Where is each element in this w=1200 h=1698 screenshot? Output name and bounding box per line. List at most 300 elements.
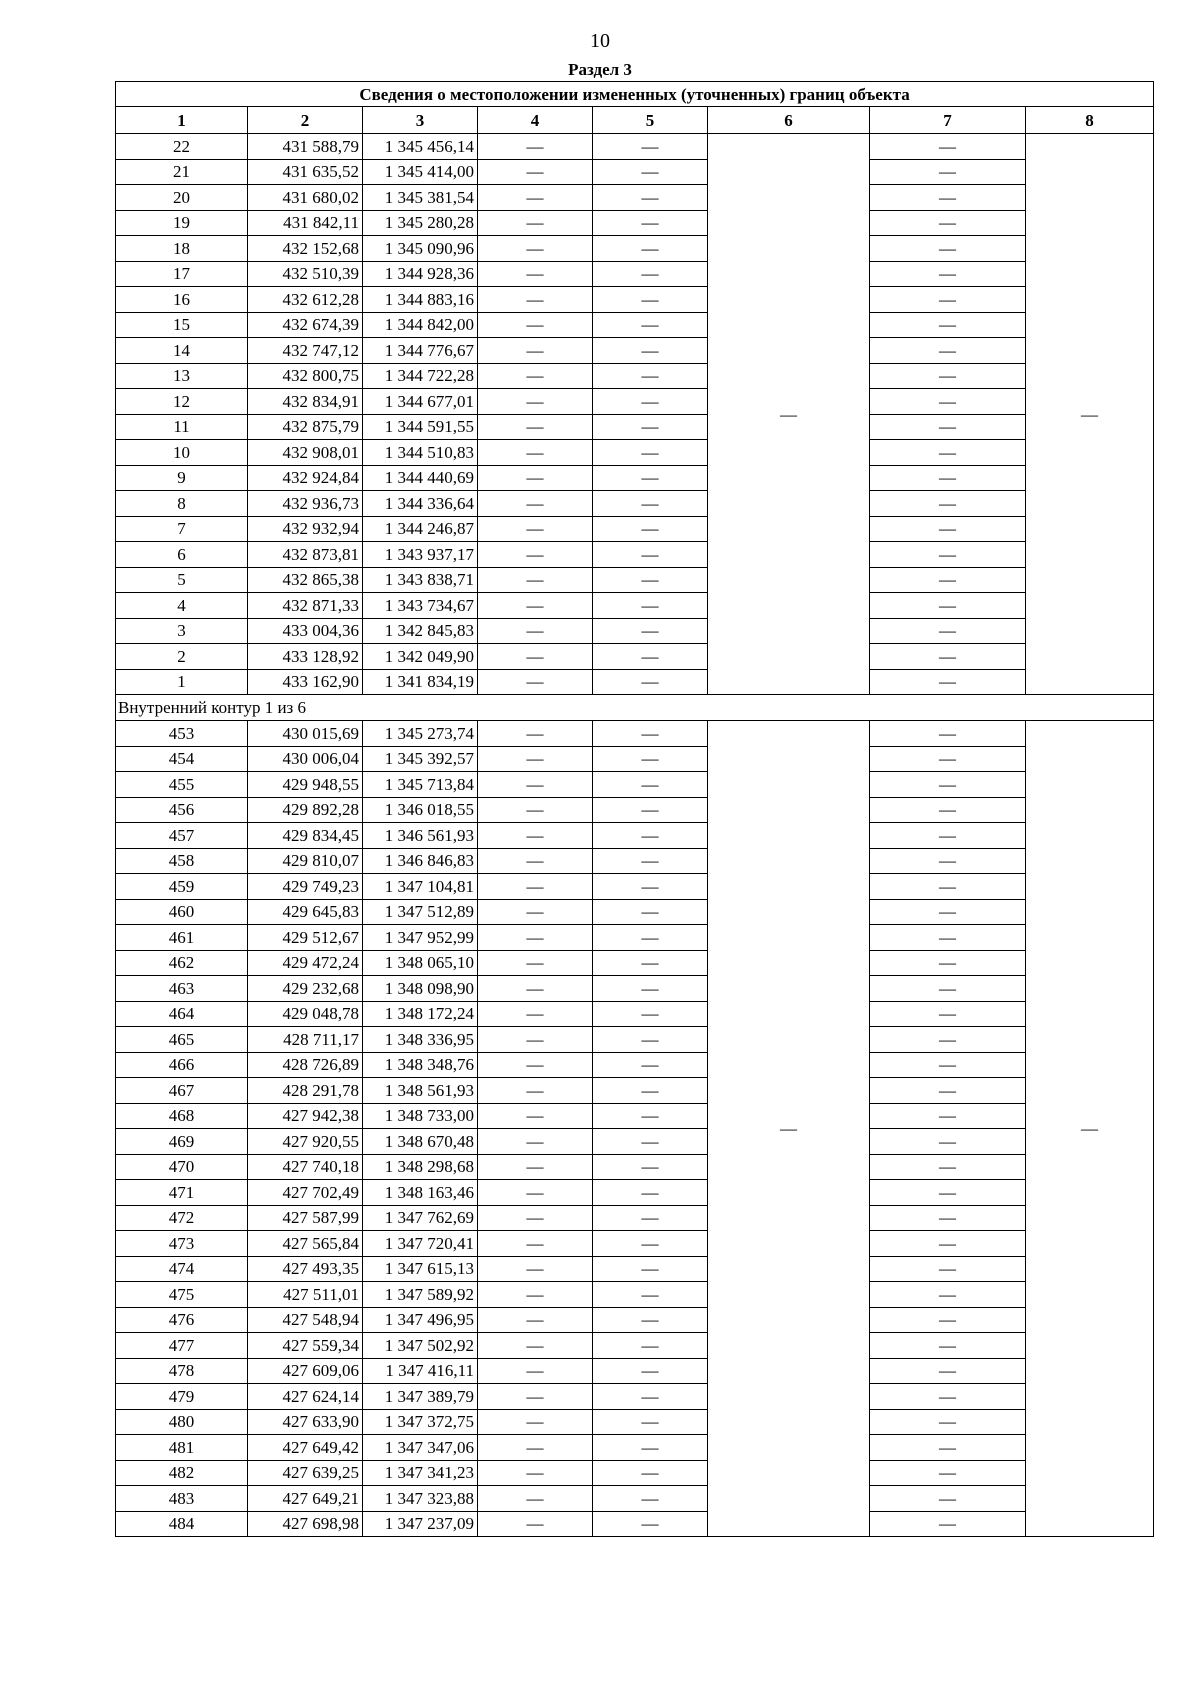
y-coordinate-cell: 1 348 172,24 xyxy=(363,1001,478,1027)
contour-separator-row xyxy=(116,695,1154,721)
col5-cell: — xyxy=(593,644,708,670)
col4-cell: — xyxy=(478,1154,593,1180)
point-number-cell: 6 xyxy=(116,542,248,568)
x-coordinate-cell: 429 472,24 xyxy=(248,950,363,976)
col4-cell: — xyxy=(478,950,593,976)
col7-cell: — xyxy=(870,1409,1026,1435)
col7-cell: — xyxy=(870,440,1026,466)
x-coordinate-cell: 427 649,21 xyxy=(248,1486,363,1512)
col7-cell: — xyxy=(870,618,1026,644)
point-number-cell: 471 xyxy=(116,1180,248,1206)
col5-cell: — xyxy=(593,261,708,287)
col7-cell: — xyxy=(870,669,1026,695)
col5-cell: — xyxy=(593,1256,708,1282)
y-coordinate-cell: 1 348 336,95 xyxy=(363,1027,478,1053)
table-row xyxy=(116,746,1154,772)
point-number-cell: 13 xyxy=(116,363,248,389)
x-coordinate-cell: 427 609,06 xyxy=(248,1358,363,1384)
x-coordinate-cell: 427 920,55 xyxy=(248,1129,363,1155)
x-coordinate-cell: 427 624,14 xyxy=(248,1384,363,1410)
col5-cell: — xyxy=(593,593,708,619)
col7-cell: — xyxy=(870,465,1026,491)
x-coordinate-cell: 427 633,90 xyxy=(248,1409,363,1435)
col5-cell: — xyxy=(593,1511,708,1537)
x-coordinate-cell: 427 548,94 xyxy=(248,1307,363,1333)
col4-cell: — xyxy=(478,1180,593,1206)
point-number-cell: 481 xyxy=(116,1435,248,1461)
table-title: Сведения о местоположении измененных (уточненных) границ объекта xyxy=(116,82,1154,107)
x-coordinate-cell: 432 152,68 xyxy=(248,236,363,262)
col5-cell: — xyxy=(593,542,708,568)
y-coordinate-cell: 1 347 416,11 xyxy=(363,1358,478,1384)
col5-cell: — xyxy=(593,874,708,900)
col5-cell: — xyxy=(593,1282,708,1308)
col4-cell: — xyxy=(478,465,593,491)
table-row xyxy=(116,1001,1154,1027)
point-number-cell: 472 xyxy=(116,1205,248,1231)
col7-cell: — xyxy=(870,134,1026,160)
table-row xyxy=(116,976,1154,1002)
point-number-cell: 2 xyxy=(116,644,248,670)
col4-cell: — xyxy=(478,1052,593,1078)
col4-cell: — xyxy=(478,899,593,925)
x-coordinate-cell: 433 128,92 xyxy=(248,644,363,670)
table-row xyxy=(116,950,1154,976)
point-number-cell: 469 xyxy=(116,1129,248,1155)
col6-merged-cell: — xyxy=(708,721,870,1537)
col7-cell: — xyxy=(870,159,1026,185)
col5-cell: — xyxy=(593,363,708,389)
x-coordinate-cell: 427 511,01 xyxy=(248,1282,363,1308)
y-coordinate-cell: 1 345 090,96 xyxy=(363,236,478,262)
col5-cell: — xyxy=(593,210,708,236)
coordinates-table xyxy=(115,81,1154,1537)
col7-cell: — xyxy=(870,925,1026,951)
point-number-cell: 475 xyxy=(116,1282,248,1308)
col4-cell: — xyxy=(478,976,593,1002)
table-row xyxy=(116,491,1154,517)
col4-cell: — xyxy=(478,440,593,466)
table-row xyxy=(116,1307,1154,1333)
point-number-cell: 457 xyxy=(116,823,248,849)
table-row xyxy=(116,874,1154,900)
table-row xyxy=(116,363,1154,389)
y-coordinate-cell: 1 347 589,92 xyxy=(363,1282,478,1308)
col5-cell: — xyxy=(593,823,708,849)
col7-cell: — xyxy=(870,1103,1026,1129)
col7-cell: — xyxy=(870,848,1026,874)
x-coordinate-cell: 429 048,78 xyxy=(248,1001,363,1027)
y-coordinate-cell: 1 347 104,81 xyxy=(363,874,478,900)
table-row xyxy=(116,772,1154,798)
col5-cell: — xyxy=(593,618,708,644)
table-row xyxy=(116,1180,1154,1206)
point-number-cell: 17 xyxy=(116,261,248,287)
col8-merged-cell: — xyxy=(1026,721,1154,1537)
point-number-cell: 464 xyxy=(116,1001,248,1027)
y-coordinate-cell: 1 345 414,00 xyxy=(363,159,478,185)
col4-cell: — xyxy=(478,1409,593,1435)
point-number-cell: 479 xyxy=(116,1384,248,1410)
column-header: 3 xyxy=(363,107,478,134)
point-number-cell: 10 xyxy=(116,440,248,466)
point-number-cell: 473 xyxy=(116,1231,248,1257)
col5-cell: — xyxy=(593,746,708,772)
x-coordinate-cell: 432 936,73 xyxy=(248,491,363,517)
y-coordinate-cell: 1 348 733,00 xyxy=(363,1103,478,1129)
table-row xyxy=(116,669,1154,695)
col4-cell: — xyxy=(478,1460,593,1486)
col5-cell: — xyxy=(593,848,708,874)
x-coordinate-cell: 429 834,45 xyxy=(248,823,363,849)
point-number-cell: 458 xyxy=(116,848,248,874)
section-title: Раздел 3 xyxy=(568,60,632,79)
col5-cell: — xyxy=(593,1435,708,1461)
x-coordinate-cell: 429 232,68 xyxy=(248,976,363,1002)
x-coordinate-cell: 432 924,84 xyxy=(248,465,363,491)
table-row xyxy=(116,1511,1154,1537)
col7-cell: — xyxy=(870,1307,1026,1333)
point-number-cell: 477 xyxy=(116,1333,248,1359)
col7-cell: — xyxy=(870,1460,1026,1486)
point-number-cell: 19 xyxy=(116,210,248,236)
col4-cell: — xyxy=(478,925,593,951)
col5-cell: — xyxy=(593,440,708,466)
x-coordinate-cell: 432 908,01 xyxy=(248,440,363,466)
col5-cell: — xyxy=(593,1027,708,1053)
col5-cell: — xyxy=(593,1307,708,1333)
y-coordinate-cell: 1 343 734,67 xyxy=(363,593,478,619)
table-row xyxy=(116,1052,1154,1078)
point-number-cell: 459 xyxy=(116,874,248,900)
table-row xyxy=(116,925,1154,951)
x-coordinate-cell: 432 834,91 xyxy=(248,389,363,415)
point-number-cell: 4 xyxy=(116,593,248,619)
col4-cell: — xyxy=(478,1078,593,1104)
col7-cell: — xyxy=(870,363,1026,389)
y-coordinate-cell: 1 348 348,76 xyxy=(363,1052,478,1078)
y-coordinate-cell: 1 345 713,84 xyxy=(363,772,478,798)
table-row xyxy=(116,338,1154,364)
x-coordinate-cell: 432 747,12 xyxy=(248,338,363,364)
col5-cell: — xyxy=(593,1078,708,1104)
col5-cell: — xyxy=(593,236,708,262)
point-number-cell: 18 xyxy=(116,236,248,262)
col4-cell: — xyxy=(478,1256,593,1282)
table-row xyxy=(116,899,1154,925)
table-row xyxy=(116,185,1154,211)
y-coordinate-cell: 1 347 341,23 xyxy=(363,1460,478,1486)
col7-cell: — xyxy=(870,1486,1026,1512)
col7-cell: — xyxy=(870,567,1026,593)
y-coordinate-cell: 1 345 273,74 xyxy=(363,721,478,747)
col7-cell: — xyxy=(870,950,1026,976)
col7-cell: — xyxy=(870,210,1026,236)
table-row xyxy=(116,1154,1154,1180)
col5-cell: — xyxy=(593,185,708,211)
y-coordinate-cell: 1 347 323,88 xyxy=(363,1486,478,1512)
col5-cell: — xyxy=(593,976,708,1002)
x-coordinate-cell: 433 162,90 xyxy=(248,669,363,695)
col4-cell: — xyxy=(478,1231,593,1257)
y-coordinate-cell: 1 346 018,55 xyxy=(363,797,478,823)
point-number-cell: 3 xyxy=(116,618,248,644)
y-coordinate-cell: 1 347 615,13 xyxy=(363,1256,478,1282)
col4-cell: — xyxy=(478,669,593,695)
col4-cell: — xyxy=(478,567,593,593)
col7-cell: — xyxy=(870,1052,1026,1078)
point-number-cell: 5 xyxy=(116,567,248,593)
point-number-cell: 476 xyxy=(116,1307,248,1333)
table-row xyxy=(116,593,1154,619)
y-coordinate-cell: 1 346 846,83 xyxy=(363,848,478,874)
y-coordinate-cell: 1 348 065,10 xyxy=(363,950,478,976)
col4-cell: — xyxy=(478,1001,593,1027)
col4-cell: — xyxy=(478,593,593,619)
y-coordinate-cell: 1 344 677,01 xyxy=(363,389,478,415)
col7-cell: — xyxy=(870,338,1026,364)
column-header-row xyxy=(116,107,1154,134)
y-coordinate-cell: 1 347 952,99 xyxy=(363,925,478,951)
x-coordinate-cell: 427 559,34 xyxy=(248,1333,363,1359)
col4-cell: — xyxy=(478,823,593,849)
x-coordinate-cell: 432 865,38 xyxy=(248,567,363,593)
col7-cell: — xyxy=(870,491,1026,517)
x-coordinate-cell: 432 871,33 xyxy=(248,593,363,619)
col7-cell: — xyxy=(870,1129,1026,1155)
y-coordinate-cell: 1 348 670,48 xyxy=(363,1129,478,1155)
y-coordinate-cell: 1 345 392,57 xyxy=(363,746,478,772)
x-coordinate-cell: 433 004,36 xyxy=(248,618,363,644)
x-coordinate-cell: 432 612,28 xyxy=(248,287,363,313)
point-number-cell: 7 xyxy=(116,516,248,542)
col7-cell: — xyxy=(870,1078,1026,1104)
x-coordinate-cell: 431 635,52 xyxy=(248,159,363,185)
col7-cell: — xyxy=(870,287,1026,313)
table-row xyxy=(116,1384,1154,1410)
point-number-cell: 456 xyxy=(116,797,248,823)
col5-cell: — xyxy=(593,669,708,695)
col4-cell: — xyxy=(478,1205,593,1231)
table-row xyxy=(116,542,1154,568)
col7-cell: — xyxy=(870,1231,1026,1257)
col4-cell: — xyxy=(478,1511,593,1537)
x-coordinate-cell: 427 565,84 xyxy=(248,1231,363,1257)
col4-cell: — xyxy=(478,542,593,568)
table-row xyxy=(116,516,1154,542)
table-row xyxy=(116,134,1154,160)
table-row xyxy=(116,1129,1154,1155)
point-number-cell: 15 xyxy=(116,312,248,338)
y-coordinate-cell: 1 344 591,55 xyxy=(363,414,478,440)
col7-cell: — xyxy=(870,516,1026,542)
col5-cell: — xyxy=(593,899,708,925)
table-row xyxy=(116,848,1154,874)
col5-cell: — xyxy=(593,1001,708,1027)
y-coordinate-cell: 1 343 838,71 xyxy=(363,567,478,593)
point-number-cell: 20 xyxy=(116,185,248,211)
y-coordinate-cell: 1 342 049,90 xyxy=(363,644,478,670)
col4-cell: — xyxy=(478,1333,593,1359)
x-coordinate-cell: 432 800,75 xyxy=(248,363,363,389)
y-coordinate-cell: 1 344 510,83 xyxy=(363,440,478,466)
point-number-cell: 470 xyxy=(116,1154,248,1180)
table-row xyxy=(116,1460,1154,1486)
table-row xyxy=(116,1103,1154,1129)
page-number: 10 xyxy=(590,30,610,52)
point-number-cell: 466 xyxy=(116,1052,248,1078)
col7-cell: — xyxy=(870,1256,1026,1282)
point-number-cell: 11 xyxy=(116,414,248,440)
col4-cell: — xyxy=(478,261,593,287)
y-coordinate-cell: 1 341 834,19 xyxy=(363,669,478,695)
table-row xyxy=(116,414,1154,440)
x-coordinate-cell: 432 873,81 xyxy=(248,542,363,568)
table-row xyxy=(116,210,1154,236)
col5-cell: — xyxy=(593,567,708,593)
col4-cell: — xyxy=(478,491,593,517)
table-row xyxy=(116,1205,1154,1231)
col7-cell: — xyxy=(870,899,1026,925)
column-header: 4 xyxy=(478,107,593,134)
col5-cell: — xyxy=(593,1103,708,1129)
col5-cell: — xyxy=(593,414,708,440)
x-coordinate-cell: 429 948,55 xyxy=(248,772,363,798)
x-coordinate-cell: 428 726,89 xyxy=(248,1052,363,1078)
x-coordinate-cell: 431 842,11 xyxy=(248,210,363,236)
col5-cell: — xyxy=(593,1129,708,1155)
table-row xyxy=(116,440,1154,466)
column-header: 2 xyxy=(248,107,363,134)
table-row xyxy=(116,159,1154,185)
point-number-cell: 455 xyxy=(116,772,248,798)
col7-cell: — xyxy=(870,874,1026,900)
point-number-cell: 22 xyxy=(116,134,248,160)
x-coordinate-cell: 427 740,18 xyxy=(248,1154,363,1180)
point-number-cell: 462 xyxy=(116,950,248,976)
col4-cell: — xyxy=(478,1027,593,1053)
point-number-cell: 1 xyxy=(116,669,248,695)
col5-cell: — xyxy=(593,1486,708,1512)
col4-cell: — xyxy=(478,1307,593,1333)
col7-cell: — xyxy=(870,976,1026,1002)
col5-cell: — xyxy=(593,1205,708,1231)
col5-cell: — xyxy=(593,491,708,517)
col7-cell: — xyxy=(870,1001,1026,1027)
col5-cell: — xyxy=(593,1231,708,1257)
x-coordinate-cell: 428 711,17 xyxy=(248,1027,363,1053)
col5-cell: — xyxy=(593,721,708,747)
y-coordinate-cell: 1 347 502,92 xyxy=(363,1333,478,1359)
col8-merged-cell: — xyxy=(1026,134,1154,695)
x-coordinate-cell: 427 493,35 xyxy=(248,1256,363,1282)
col5-cell: — xyxy=(593,797,708,823)
table-row xyxy=(116,1486,1154,1512)
y-coordinate-cell: 1 347 762,69 xyxy=(363,1205,478,1231)
point-number-cell: 482 xyxy=(116,1460,248,1486)
y-coordinate-cell: 1 347 496,95 xyxy=(363,1307,478,1333)
point-number-cell: 483 xyxy=(116,1486,248,1512)
col5-cell: — xyxy=(593,950,708,976)
col4-cell: — xyxy=(478,516,593,542)
table-row xyxy=(116,721,1154,747)
col7-cell: — xyxy=(870,721,1026,747)
point-number-cell: 478 xyxy=(116,1358,248,1384)
y-coordinate-cell: 1 344 246,87 xyxy=(363,516,478,542)
col4-cell: — xyxy=(478,772,593,798)
col4-cell: — xyxy=(478,389,593,415)
y-coordinate-cell: 1 346 561,93 xyxy=(363,823,478,849)
col7-cell: — xyxy=(870,236,1026,262)
x-coordinate-cell: 428 291,78 xyxy=(248,1078,363,1104)
col4-cell: — xyxy=(478,312,593,338)
point-number-cell: 16 xyxy=(116,287,248,313)
col5-cell: — xyxy=(593,338,708,364)
col7-cell: — xyxy=(870,1282,1026,1308)
col7-cell: — xyxy=(870,746,1026,772)
x-coordinate-cell: 431 588,79 xyxy=(248,134,363,160)
y-coordinate-cell: 1 343 937,17 xyxy=(363,542,478,568)
point-number-cell: 474 xyxy=(116,1256,248,1282)
col4-cell: — xyxy=(478,1384,593,1410)
x-coordinate-cell: 427 698,98 xyxy=(248,1511,363,1537)
col5-cell: — xyxy=(593,1154,708,1180)
col4-cell: — xyxy=(478,797,593,823)
col5-cell: — xyxy=(593,516,708,542)
table-row xyxy=(116,312,1154,338)
x-coordinate-cell: 429 892,28 xyxy=(248,797,363,823)
col7-cell: — xyxy=(870,1180,1026,1206)
col7-cell: — xyxy=(870,644,1026,670)
x-coordinate-cell: 432 932,94 xyxy=(248,516,363,542)
col4-cell: — xyxy=(478,721,593,747)
table-row xyxy=(116,1435,1154,1461)
column-header: 1 xyxy=(116,107,248,134)
col5-cell: — xyxy=(593,1358,708,1384)
col4-cell: — xyxy=(478,159,593,185)
col5-cell: — xyxy=(593,772,708,798)
x-coordinate-cell: 429 749,23 xyxy=(248,874,363,900)
point-number-cell: 467 xyxy=(116,1078,248,1104)
col4-cell: — xyxy=(478,848,593,874)
y-coordinate-cell: 1 344 883,16 xyxy=(363,287,478,313)
col4-cell: — xyxy=(478,414,593,440)
col4-cell: — xyxy=(478,134,593,160)
col6-merged-cell: — xyxy=(708,134,870,695)
y-coordinate-cell: 1 348 561,93 xyxy=(363,1078,478,1104)
point-number-cell: 463 xyxy=(116,976,248,1002)
point-number-cell: 460 xyxy=(116,899,248,925)
x-coordinate-cell: 427 587,99 xyxy=(248,1205,363,1231)
col5-cell: — xyxy=(593,1409,708,1435)
col7-cell: — xyxy=(870,542,1026,568)
column-header: 6 xyxy=(708,107,870,134)
col4-cell: — xyxy=(478,210,593,236)
y-coordinate-cell: 1 344 336,64 xyxy=(363,491,478,517)
table-row xyxy=(116,1231,1154,1257)
y-coordinate-cell: 1 347 347,06 xyxy=(363,1435,478,1461)
table-row xyxy=(116,1333,1154,1359)
table-row xyxy=(116,1409,1154,1435)
col5-cell: — xyxy=(593,312,708,338)
col4-cell: — xyxy=(478,1103,593,1129)
y-coordinate-cell: 1 345 280,28 xyxy=(363,210,478,236)
table-row xyxy=(116,618,1154,644)
col4-cell: — xyxy=(478,236,593,262)
table-row xyxy=(116,644,1154,670)
col4-cell: — xyxy=(478,185,593,211)
col7-cell: — xyxy=(870,389,1026,415)
